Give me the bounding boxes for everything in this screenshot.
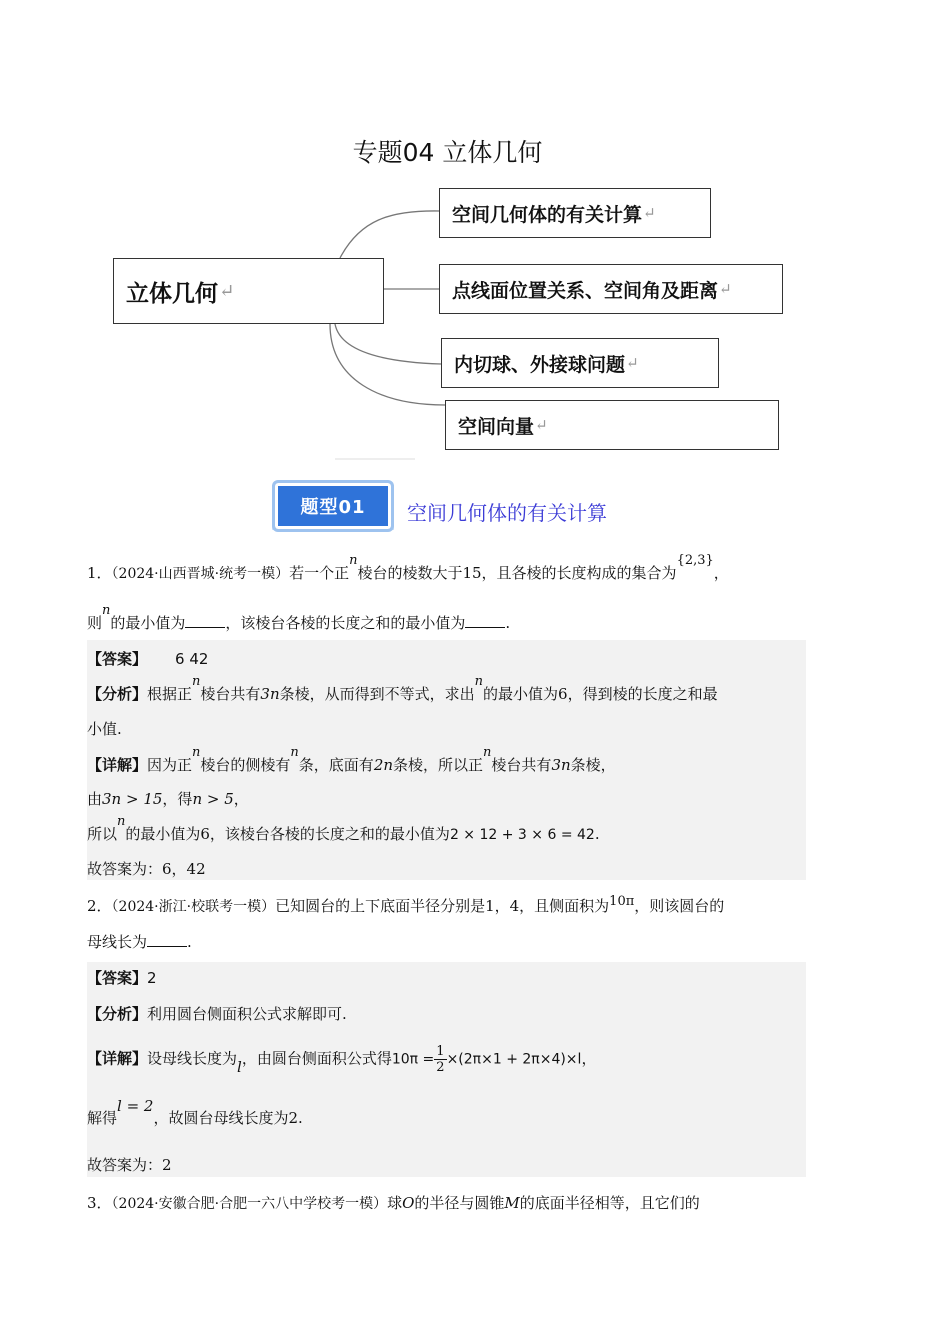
math-eq-lhs: 10π = [391, 1051, 435, 1068]
answer-label: 【答案】 [87, 650, 148, 668]
a2-answer [87, 968, 157, 988]
q1-line-2 [87, 603, 511, 635]
a2-analysis [87, 1004, 347, 1024]
a2-detail [87, 1044, 596, 1075]
analysis-label: 【分析】 [87, 1005, 148, 1023]
mindmap-branch-1 [439, 188, 711, 238]
a1-minimum [87, 814, 600, 846]
mindmap-branch-2 [439, 264, 783, 314]
math-area: 10π [609, 894, 635, 909]
text: ， [713, 564, 729, 582]
text: 棱台的棱数大于15，且各棱的长度构成的集合为 [357, 564, 677, 582]
question-number: 2． [87, 897, 112, 915]
text: 已知圆台的上下底面半径分别是1，4，且侧面积为 [275, 897, 610, 915]
math-n: n [192, 745, 201, 760]
math-3n: 3n [551, 756, 571, 774]
text: 球 [387, 1194, 403, 1212]
text: ， [233, 790, 249, 808]
mindmap-branch-4 [445, 400, 779, 450]
math-ineq-1: 3n > 15 [102, 790, 163, 808]
return-mark-icon: ↵ [535, 416, 548, 434]
a2-solve [87, 1097, 303, 1128]
text: ，由圆台侧面积公式得 [241, 1049, 392, 1068]
return-mark-icon: ↵ [626, 354, 639, 372]
text: 母线长为 [87, 933, 148, 951]
text: 若一个正 [289, 564, 350, 582]
math-n: n [349, 553, 358, 568]
mindmap-branch-label: 空间几何体的有关计算 [452, 203, 643, 226]
text: ，则该圆台的 [634, 897, 725, 915]
math-ineq-2: n > 5 [192, 790, 234, 808]
a1-answer [87, 649, 208, 669]
question-source: （2024·山西晋城·统考一模） [111, 566, 290, 582]
math-3n: 3n [260, 685, 280, 703]
analysis-label: 【分析】 [87, 685, 148, 703]
fraction-numerator: 1 [436, 1044, 445, 1059]
detail-label: 【详解】 [87, 1049, 148, 1068]
fraction-denominator: 2 [436, 1060, 445, 1075]
math-M: M [504, 1194, 520, 1212]
answer-label: 【答案】 [87, 969, 148, 987]
question-source: （2024·浙江·校联考一模） [111, 899, 276, 915]
text: ， [581, 1049, 597, 1068]
text: 条棱，所以正 [393, 756, 484, 774]
math-solution: l = 2 [117, 1097, 154, 1115]
text: 条棱，从而得到不等式，求出 [279, 685, 475, 703]
blank-2 [465, 613, 505, 628]
return-mark-icon: ↵ [719, 280, 732, 298]
a1-analysis [87, 674, 718, 706]
text: 所以 [87, 825, 118, 843]
question-number: 1． [87, 564, 112, 582]
text: 根据正 [147, 685, 193, 703]
text: . [594, 825, 600, 843]
blank-3 [147, 932, 187, 947]
text: 解得 [87, 1109, 118, 1127]
section-title: 空间几何体的有关计算 [407, 501, 607, 525]
question-number: 3． [87, 1194, 112, 1212]
answer-value: 2 [147, 969, 157, 987]
text: ，故圆台母线长度为2. [153, 1109, 303, 1127]
text: 由 [87, 790, 103, 808]
answer-value: 6 42 [175, 650, 209, 668]
return-mark-icon: ↵ [643, 204, 656, 222]
math-O: O [402, 1194, 415, 1212]
q3-line-1 [87, 1193, 700, 1214]
page-title: 专题04 立体几何 [352, 138, 543, 167]
return-mark-icon: ↵ [219, 280, 235, 302]
text: 因为正 [147, 756, 193, 774]
mindmap-root-label: 立体几何 [126, 279, 218, 307]
math-eq-rhs: ×(2π×1 + 2π×4)×l [446, 1051, 582, 1068]
mindmap-root [113, 258, 384, 324]
section-badge: 题型01 [275, 483, 391, 529]
text: 的最小值为 [110, 614, 186, 632]
text: 棱台的侧棱有 [200, 756, 291, 774]
math-sum-expr: 2 × 12 + 3 × 6 = 42 [449, 827, 595, 843]
text: ，得 [162, 790, 193, 808]
math-l: l [237, 1057, 242, 1076]
text: 的最小值为6，得到棱的长度之和最 [483, 685, 718, 703]
mindmap-branch-3 [441, 338, 719, 388]
text: 棱台共有 [200, 685, 261, 703]
math-set: {2,3} [676, 553, 714, 568]
text: 条，底面有 [298, 756, 374, 774]
a1-analysis-2: 小值. [87, 720, 122, 738]
math-n: n [117, 814, 126, 829]
mindmap-branch-label: 空间向量 [458, 415, 535, 438]
q2-line-1 [87, 896, 724, 918]
text: 棱台共有 [491, 756, 552, 774]
text: 的半径与圆锥 [414, 1194, 505, 1212]
detail-label: 【详解】 [87, 756, 148, 774]
mindmap-branch-label: 内切球、外接球问题 [454, 353, 626, 376]
text: 利用圆台侧面积公式求解即可. [147, 1005, 347, 1023]
mindmap-branch-label: 点线面位置关系、空间角及距离 [452, 279, 719, 302]
math-n: n [474, 674, 484, 689]
text: 设母线长度为 [147, 1049, 238, 1068]
text: ，该棱台各棱的长度之和的最小值为 [225, 614, 466, 632]
math-n: n [102, 603, 111, 618]
math-n: n [192, 674, 201, 689]
text: 则 [87, 614, 103, 632]
math-n: n [290, 745, 299, 760]
a2-final: 故答案为：2 [87, 1156, 172, 1174]
question-source: （2024·安徽合肥·合肥一六八中学校考一模） [111, 1196, 388, 1212]
text: 条棱， [570, 756, 616, 774]
blank-1 [185, 613, 225, 628]
a1-final: 故答案为：6，42 [87, 860, 206, 878]
a1-inequality [87, 789, 249, 809]
math-n: n [483, 745, 492, 760]
text: 的最小值为6，该棱台各棱的长度之和的最小值为 [125, 825, 450, 843]
text: 的底面半径相等，且它们的 [519, 1194, 700, 1212]
text: . [187, 933, 192, 951]
a1-detail [87, 745, 616, 777]
q1-line-1 [87, 553, 729, 585]
math-fraction [434, 1044, 446, 1075]
text: . [505, 614, 511, 632]
q2-line-2 [87, 932, 192, 952]
math-2n: 2n [373, 756, 394, 774]
